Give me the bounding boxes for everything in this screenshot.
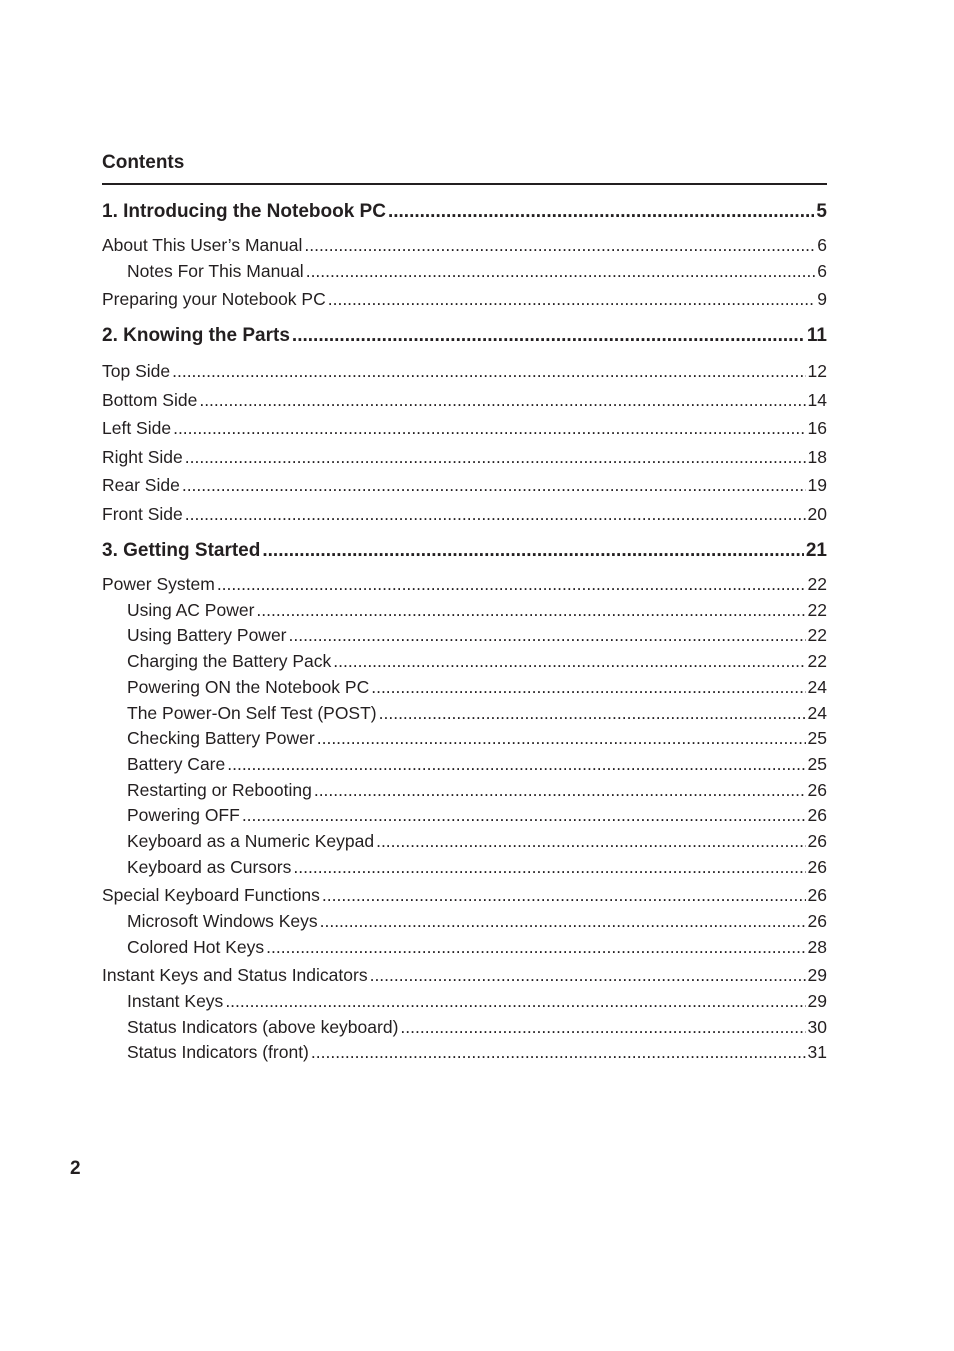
toc-entry-label: The Power-On Self Test (POST) — [127, 702, 377, 723]
toc-entry-label: Battery Care — [127, 753, 226, 774]
toc-entry[interactable] — [102, 1015, 827, 1041]
toc-entry-label: Power System — [102, 574, 215, 595]
toc-entry[interactable] — [102, 572, 827, 598]
title-divider — [102, 183, 827, 185]
toc-entry[interactable] — [102, 726, 827, 752]
toc-chapter-3[interactable] — [102, 534, 827, 568]
toc-leader-dots — [199, 386, 805, 415]
toc-leader-dots — [185, 443, 806, 472]
toc-page-number: 24 — [807, 676, 827, 697]
toc-entry-label: Top Side — [102, 361, 171, 382]
toc-leader-dots — [320, 909, 806, 935]
toc-leader-dots — [304, 233, 815, 259]
toc-entry-label: Powering ON the Notebook PC — [127, 676, 370, 697]
toc-page-number: 31 — [807, 1042, 827, 1063]
toc-entry[interactable] — [102, 623, 827, 649]
toc-chapter-1[interactable] — [102, 195, 827, 229]
toc-page-number: 26 — [807, 856, 827, 877]
toc-page-number: 24 — [807, 702, 827, 723]
toc-leader-dots — [217, 572, 806, 598]
toc-page-number: 5 — [816, 201, 827, 222]
toc-page-number: 21 — [805, 540, 827, 562]
toc-leader-dots — [306, 259, 816, 285]
toc-leader-dots — [292, 319, 805, 353]
toc-entry[interactable] — [102, 414, 827, 443]
toc-entry[interactable] — [102, 883, 827, 909]
toc-page-number: 30 — [807, 1016, 827, 1037]
toc-entry[interactable] — [102, 1040, 827, 1066]
toc-entry[interactable] — [102, 259, 827, 285]
toc-leader-dots — [256, 598, 805, 624]
toc-entry-label: About This User’s Manual — [102, 235, 303, 255]
toc-page-number: 20 — [807, 503, 827, 524]
toc-page-number: 14 — [807, 389, 827, 410]
toc-entry[interactable] — [102, 598, 827, 624]
toc-entry-label: Checking Battery Power — [127, 728, 315, 749]
toc-page-number: 22 — [807, 574, 827, 595]
page-title: Contents — [102, 152, 185, 173]
toc-leader-dots — [400, 1015, 805, 1041]
toc-entry-label: Using AC Power — [127, 599, 255, 620]
toc-leader-dots — [182, 471, 806, 500]
toc-entry-label: Keyboard as a Numeric Keypad — [127, 830, 375, 851]
toc-entry[interactable] — [102, 855, 827, 881]
toc-leader-dots — [388, 195, 814, 229]
toc-entry[interactable] — [102, 989, 827, 1015]
toc-entry-label: Charging the Battery Pack — [127, 651, 332, 672]
toc-page-number: 25 — [807, 753, 827, 774]
toc-leader-dots — [227, 752, 805, 778]
toc-entry[interactable] — [102, 233, 827, 259]
toc-page-number: 11 — [806, 325, 827, 347]
toc-page-number: 26 — [807, 885, 827, 906]
toc-page-number: 29 — [807, 965, 827, 986]
toc-entry-label: Instant Keys — [127, 991, 224, 1012]
toc-page-number: 22 — [807, 625, 827, 646]
toc-page-number: 18 — [807, 446, 827, 467]
toc-page-number: 16 — [807, 418, 827, 439]
toc-entry-label: Status Indicators (front) — [127, 1042, 309, 1063]
toc-entry[interactable] — [102, 649, 827, 675]
toc-entry[interactable] — [102, 935, 827, 961]
toc-page-number: 22 — [807, 651, 827, 672]
toc-page-number: 29 — [807, 991, 827, 1012]
toc-entry-label: Left Side — [102, 418, 172, 439]
toc-entry[interactable] — [102, 500, 827, 529]
toc-leader-dots — [225, 989, 805, 1015]
toc-entry-label: Restarting or Rebooting — [127, 779, 312, 800]
toc-entry-label: Microsoft Windows Keys — [127, 911, 318, 931]
toc-leader-dots — [289, 623, 806, 649]
toc-leader-dots — [293, 855, 805, 881]
toc-entry-label: Instant Keys and Status Indicators — [102, 965, 368, 986]
toc-leader-dots — [370, 963, 806, 989]
toc-page-number: 26 — [807, 911, 827, 931]
toc-leader-dots — [322, 883, 806, 909]
toc-entry[interactable] — [102, 675, 827, 701]
toc-entry-label: Colored Hot Keys — [127, 936, 265, 957]
toc-chapter-label: 2. Knowing the Parts — [102, 325, 290, 347]
toc-page-number: 6 — [817, 235, 827, 255]
toc-page-number: 26 — [807, 805, 827, 826]
toc-entry[interactable] — [102, 386, 827, 415]
toc-page-number: 12 — [807, 361, 827, 382]
toc-page-number: 19 — [807, 475, 827, 496]
toc-page-number: 26 — [807, 779, 827, 800]
contents-page — [102, 150, 827, 1066]
toc-entry[interactable] — [102, 909, 827, 935]
toc-entry[interactable] — [102, 287, 827, 313]
toc-entry[interactable] — [102, 357, 827, 386]
toc-leader-dots — [242, 803, 806, 829]
toc-leader-dots — [173, 414, 805, 443]
toc-chapter-label: 3. Getting Started — [102, 540, 261, 562]
toc-leader-dots — [185, 500, 806, 529]
toc-entry-label: Front Side — [102, 503, 183, 524]
toc-entry-label: Using Battery Power — [127, 625, 287, 646]
toc-entry-label: Rear Side — [102, 475, 180, 496]
toc-entry-label: Special Keyboard Functions — [102, 885, 320, 906]
toc-leader-dots — [379, 701, 806, 727]
toc-page-number: 25 — [807, 728, 827, 749]
toc-entry[interactable] — [102, 829, 827, 855]
toc-chapter-2[interactable] — [102, 319, 827, 353]
toc-entry-label: Keyboard as Cursors — [127, 856, 292, 877]
toc-leader-dots — [376, 829, 805, 855]
toc-entry[interactable] — [102, 803, 827, 829]
toc-entry-label: Preparing your Notebook PC — [102, 289, 326, 310]
toc-page-number: 26 — [807, 830, 827, 851]
toc-page-number: 6 — [817, 260, 827, 281]
toc-chapter-label: 1. Introducing the Notebook PC — [102, 201, 386, 222]
toc-entry[interactable] — [102, 778, 827, 804]
toc-entry-label: Right Side — [102, 446, 183, 467]
toc-page-number: 9 — [817, 289, 827, 310]
toc-leader-dots — [311, 1040, 806, 1066]
toc-entry[interactable] — [102, 752, 827, 778]
toc-leader-dots — [262, 534, 804, 568]
toc-leader-dots — [314, 778, 806, 804]
toc-entry[interactable] — [102, 701, 827, 727]
toc-entry-label: Status Indicators (above keyboard) — [127, 1016, 399, 1037]
toc-leader-dots — [266, 935, 805, 961]
toc-page-number: 28 — [807, 936, 827, 957]
toc-page-number: 22 — [807, 599, 827, 620]
toc-entry[interactable] — [102, 443, 827, 472]
toc-entry[interactable] — [102, 471, 827, 500]
toc-leader-dots — [371, 675, 805, 701]
toc-leader-dots — [333, 649, 805, 675]
toc-leader-dots — [328, 287, 816, 313]
toc-entry-label: Powering OFF — [127, 805, 240, 826]
toc-entry-label: Bottom Side — [102, 389, 198, 410]
toc-leader-dots — [172, 357, 805, 386]
page-number: 2 — [70, 1158, 81, 1179]
toc-leader-dots — [317, 726, 806, 752]
toc-entry-label: Notes For This Manual — [127, 260, 304, 281]
toc-entry[interactable] — [102, 963, 827, 989]
